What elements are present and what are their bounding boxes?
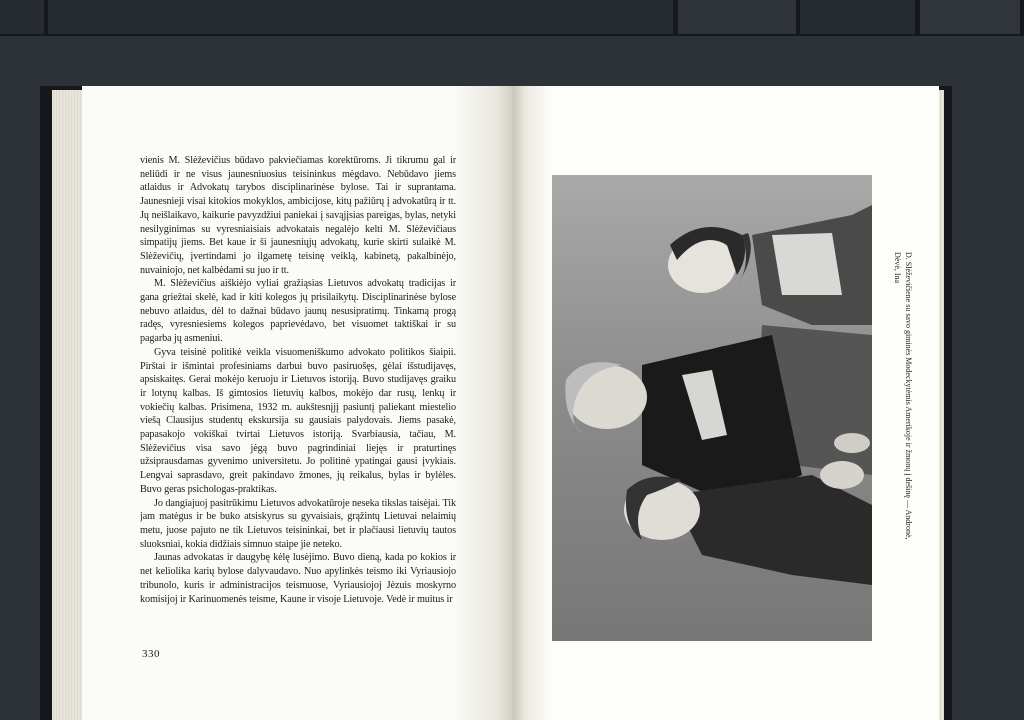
scanner-frame-segment	[0, 0, 44, 34]
scanner-frame-segment	[48, 0, 673, 34]
scanner-top-strip	[0, 0, 1024, 36]
paragraph: Jo dangiajuoj pasitrūkimu Lietuvos advokatūroje neseka tikslas taisėjai. Tik jam matėgus ir be buko atsiskyrus su gyvaisiais, grąžintų Lietuvai nelaimių metu, juose pajuto ne tik Lietuvos teisininkai, bet ir plačiausi lietuvių tautos sluoksniai, kokia didžiais simnuo staipe jie neteko.	[140, 497, 456, 550]
scanner-frame-segment	[678, 0, 796, 34]
paragraph: Jaunas advokatas ir daugybę kėlę lusėjimo. Buvo dieną, kada po kokios ir net keliolika karių bylose dalyvaudavo. Nuo apylinkės teismo iki Vyriausiojo tribunolo, kuris ir administracijos teismuose, Vyriausiojoj Jėzuis moskyrno komisijoj ir Karinuomenės teisme, Kaune ir visoje Lietuvoje. Vedė ir muitus ir	[140, 552, 456, 605]
family-photo	[552, 175, 872, 641]
paragraph: vienis M. Slėževičius būdavo pakviečiamas korektūroms. Ji tikrumu gal ir neliūdi ir ne visus jaunesniuosius teisininkus mėgdavo. Nebūdavo jiems atlaidus ir Advokatų tarybos disciplinarinėse bylose. Tai ir suprantama. Jaunesnieji visai kitokios mokyklos, ambicijose, kitų pažiūrų į advokatūrą ir tt. Jų neišlaikavo, kaikurie pavyzdžiui paniekai į savąjįsias pareigas, bylas, netyki nesilyginimas su vyresniaisiais advokatais negalėjo kelti M. Slėževičiaus simpatijų jiems. Bet kaue ir ši jaunesniųjų advokatų, kurie skirti sulaikė M. Slėževičių, įvertindami jo ilgametę teisinę veiklą, kabinetą, pakalbinėjo, nuvainiojo, net kalbėdami su juo ir tt.	[140, 155, 456, 276]
left-page-text	[140, 154, 456, 644]
photo-caption: D. Slėževičiene su savo giminės Modeckytėmis Amerikoje ir žmonų į dešinę — Andronė, Dėvė, Ina	[893, 252, 913, 540]
paragraph: Gyva teisinė politikė veikla visuomeniškumo advokato politikos šiaipii. Pirštai ir išmintai profesiniams darbui buvo pasiruošęs, gėlai išstudijavęs, apsiskaitęs. Gerai mokėjo keruoju ir Lietuvos istoriją. Buvo studijavęs graiku ir lotynų kalbas. Iš gimtosios lietuvių kalbos, mokėjo dar rusų, lenkų ir vokiečių kalbas. Prisimena, 1932 m. aukštesnįjį pasiuntį paliekant miestelio viešą Clausijus studentų ekskursija su gausiais palydovais. Jiems pasakė, papasakojo vokiškai tvirtai Lietuvos istoriją. Svarbiausia, tačiau, M. Slėževičius visa savo jėgą buvo pagrindiniai liejęs ir praturtinęs užsiprausdamas gyvenimo universitetu. Jo politinė ypatingai gausi įvykiais. Lengvai saprasdavo, greit pakindavo žmones, jų reikalus, bylas ir bylėles. Buvo geras psichologas-praktikas.	[140, 346, 456, 495]
page-number: 330	[142, 648, 160, 660]
left-page-edges	[52, 90, 86, 720]
paragraph: M. Slėževičius aiškiėjo vyliai gražiąsias Lietuvos advokatų tradicijas ir gana griežtai skelė, kad ir kiti kolegos jų prisilaikytų. Disciplinarinėse bylose nebuvo atlaidus, dėl to dažnai būdavo jaunų nesusipratimų. Tinkamą progą radęs, vyresniesiems kolegos paprievėdavo, bet visuomet taktiškai ir su pagarba jų asmeniui.	[140, 278, 456, 345]
scanner-frame-segment	[920, 0, 1020, 34]
family-photo-illustration	[552, 175, 872, 641]
scanner-frame-segment	[800, 0, 915, 34]
